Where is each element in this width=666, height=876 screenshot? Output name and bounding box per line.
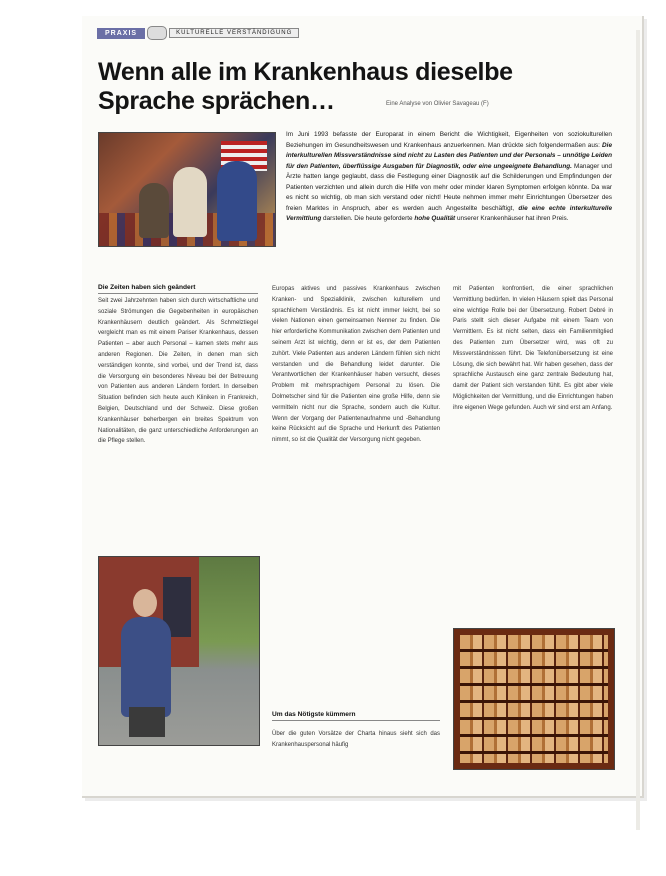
title-line-1: Wenn alle im Krankenhaus dieselbe (98, 58, 513, 86)
shelf-jars-shape (460, 635, 608, 763)
person-shape (217, 161, 257, 241)
paperclip-icon (147, 26, 167, 40)
lead-emphasis: die eine echte interkulturelle Vermittlung (286, 204, 612, 222)
person-shape (139, 183, 169, 238)
heading-rule (272, 720, 440, 721)
person-shape (173, 167, 207, 237)
section-header (97, 27, 299, 39)
section-heading: Die Zeiten haben sich geändert (98, 284, 196, 291)
lead-text: unserer Krankenhäuser hat ihren Preis. (456, 215, 569, 222)
article-title (98, 58, 568, 116)
column-2-text: Europas aktives und passives Krankenhaus zwischen Kranken- und Spezialklinik, zwischen kulturellem und sprachlichem Verständnis. Es ist nicht immer leicht, bei so vielen Nationen einen gemeinsamen Nenner zu finden. Die hier erforderliche Kommunikation zwischen dem Patienten und seinem Arzt ist wichtig, denn er ist es, der dem Patienten zuhört. Viele Patienten aus anderen Ländern fühlen sich nicht verstanden und die Behandlung leidet darunter. Die Verantwortlichen der Krankenhäuser haben versucht, dieses Problem mit mehrsprachigem Personal zu lösen. Die Dolmetscher sind für die Patienten eine große Hilfe, denn sie vermitteln nicht nur die Sprache, sondern auch die Kultur. Wenn der Vorgang der Patientenaufnahme und -Behandlung keine Rücksicht auf die Sprache und Herkunft des Patienten nimmt, so ist die Qualität der Versorgung nicht gegeben. (272, 286, 440, 444)
subsection-label: KULTURELLE VERSTÄNDIGUNG (169, 28, 299, 38)
title-line-2: Sprache sprächen… (98, 87, 335, 115)
column-2-continued: Über die guten Vorsätze der Charta hinaus sieht sich das Krankenhauspersonal häufig (272, 731, 440, 748)
byline: Eine Analyse von Olivier Savageau (F) (386, 101, 489, 107)
person-shape (121, 617, 171, 717)
person-legs-shape (129, 707, 165, 737)
page-edge (636, 30, 640, 830)
person-head-shape (133, 589, 157, 617)
heading-rule (98, 293, 258, 294)
lead-text: darstellen. Die heute geforderte (323, 215, 415, 222)
lead-text: Im Juni 1993 befasste der Europarat in einem Bericht die Wichtigkeit, Eigenheiten von (286, 131, 568, 138)
column-1-text: Seit zwei Jahrzehnten haben sich durch wirtschaftliche und soziale Strömungen die Gegebenheiten in europäischen Krankenhäusern deutlich geändert. Als Schmelztiegel vergleicht man es mit einem Pariser Krankenhaus, dessen Patienten – aber auch Personal – kamen stets mehr aus anderen Regionen. Die Zeiten, in denen man sich verständigen konnte, sind vorbei, und der Trend ist, dass die Versorgung ein besonderes Niveau bei der Betreuung von Patienten aus anderen Ländern fordert. In derselben Situation befinden sich heute auch Kliniken in Frankreich, Belgien, Deutschland und der Schweiz. Diese großen Krankenhäuser beherbergen ein breites Spektrum von Nationalitäten, die ganz unterschiedliche Anforderungen an die Pflege stellen. (98, 298, 258, 445)
lead-text: Heute nehmen immer mehr Einrichtungen Übersetzer des freien Marktes in Anspruch, aber es werden auch Angestellte beschäftigt, (286, 194, 612, 212)
portrait-photo (98, 556, 260, 746)
lead-emphasis: hohe Qualität (414, 215, 457, 222)
section-label: PRAXIS (97, 28, 145, 39)
column-3-text: mit Patienten konfrontiert, die einer sprachlichen Vermittlung bedürfen. In vielen Häusern spielt das Personal eine wichtige Rolle bei der Übersetzung. Robert Debré in Paris stellt sich dieser Aufgabe mit einem Team von Vermittlern. Es ist nicht selten, dass ein Familienmitglied des Patienten zum Übersetzer wird, was oft zu Missverständnissen führt. Die Telefonübersetzung ist eine Lösung, die sich bewährt hat. Wir haben gesehen, dass der sprachliche Austausch eine ganz zentrale Bedeutung hat, damit der Patient sich verstanden fühlt. Es gibt aber viele Möglichkeiten der Vermittlung, und die Einrichtungen haben ihre eigenen Wege gefunden. Auch wir sind erst am Anfang. (453, 286, 613, 411)
lead-text: Manager und Ärzte hatten lange geglaubt, dass die Festlegung einer Diagnostik auf die Schilderungen und Empfindungen der Patienten verzichten und allein durch die Hilfe von mehr oder minder klaren Symptomen erfolgen könnte. Da war es nicht so wichtig, ob man sich verstand oder nicht! (286, 162, 612, 201)
lead-paragraph (286, 130, 612, 225)
section-heading: Um das Nötigste kümmern (272, 711, 356, 718)
lead-quote: Die interkulturellen Missverständnisse sind nicht zu Lasten des Patienten und der Personals – unnötige Leiden für den Patienten, überflüssige Ausgaben für Diagnostik, oder eine ungeeignete Behandlung. (286, 141, 612, 170)
market-stall-photo (98, 132, 276, 247)
pharmacy-shelf-photo (453, 628, 615, 770)
lead-text: soziokulturellen Beziehungen im Gesundheitswesen und Krankenhaus anzuerkennen. Man drückte sich folgendermaßen aus: (286, 131, 612, 149)
